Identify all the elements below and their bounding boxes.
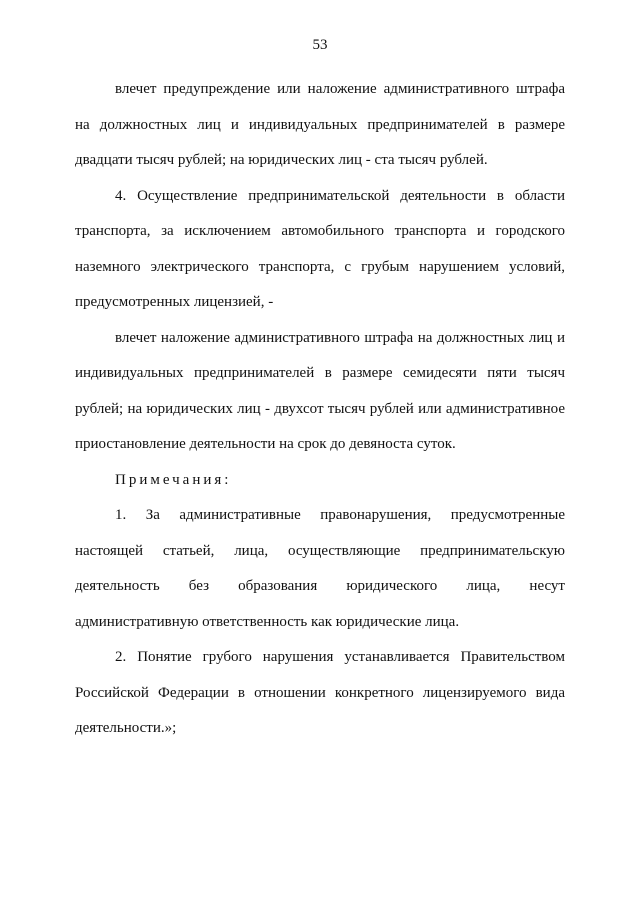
document-body [75,72,565,747]
notes-heading: Примечания: [115,471,232,488]
page-number: 53 [312,37,328,53]
paragraph-penalty-1: влечет предупреждение или наложение административного штрафа на должностных лиц и индивидуальных предпринимателей в размере двадцати тысяч рублей; на юридических лиц - ста тысяч рублей. [75,81,565,168]
paragraph-penalty-2: влечет наложение административного штрафа на должностных лиц и индивидуальных предпринимателей в размере семидесяти пяти тысяч рублей; на юридических лиц - двухсот тысяч рублей или административное приостановление деятельности на срок до девяноста суток. [75,329,565,452]
note-2: 2. Понятие грубого нарушения устанавливается Правительством Российской Федерации в отношении конкретного лицензируемого вида деятельности.»; [75,649,565,736]
note-1: 1. За административные правонарушения, предусмотренные настоящей статьей, лица, осуществляющие предпринимательскую деятельность без образования юридического лица, несут административную ответственность как юридические лица. [75,507,565,630]
paragraph-item-4: 4. Осуществление предпринимательской деятельности в области транспорта, за исключением автомобильного транспорта и городского наземного электрического транспорта, с грубым нарушением условий, предусмотренных лицензией, - [75,187,565,310]
